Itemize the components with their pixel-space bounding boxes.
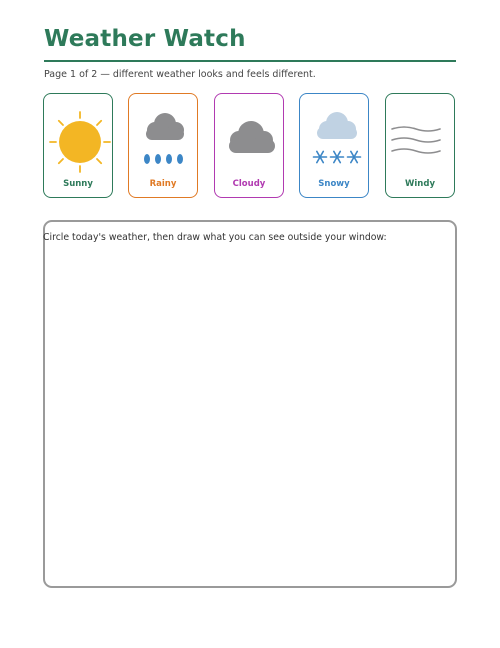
weather-card-label: Snowy [318,179,350,189]
weather-card-label: Rainy [149,179,177,189]
weather-card-rainy[interactable] [128,93,198,198]
weather-card-snowy[interactable] [299,93,369,198]
weather-card-label: Windy [405,179,435,189]
weather-card-label: Sunny [63,179,93,189]
drawing-area[interactable] [43,220,457,588]
weather-card-windy[interactable] [385,93,455,198]
cloud-icon [215,94,285,179]
drawing-prompt: Circle today's weather, then draw what you can see outside your window: [43,232,387,243]
page-subtitle: Page 1 of 2 — different weather looks and feels different. [44,69,316,80]
weather-card-cloudy[interactable] [214,93,284,198]
wind-icon [386,94,456,179]
rain-cloud-icon [129,94,199,179]
weather-card-row [43,93,457,201]
page-title: Weather Watch [44,26,246,52]
weather-card-sunny[interactable] [43,93,113,198]
snow-cloud-icon [300,94,370,179]
title-divider [44,60,456,62]
sun-icon [44,94,114,179]
weather-card-label: Cloudy [232,179,266,189]
